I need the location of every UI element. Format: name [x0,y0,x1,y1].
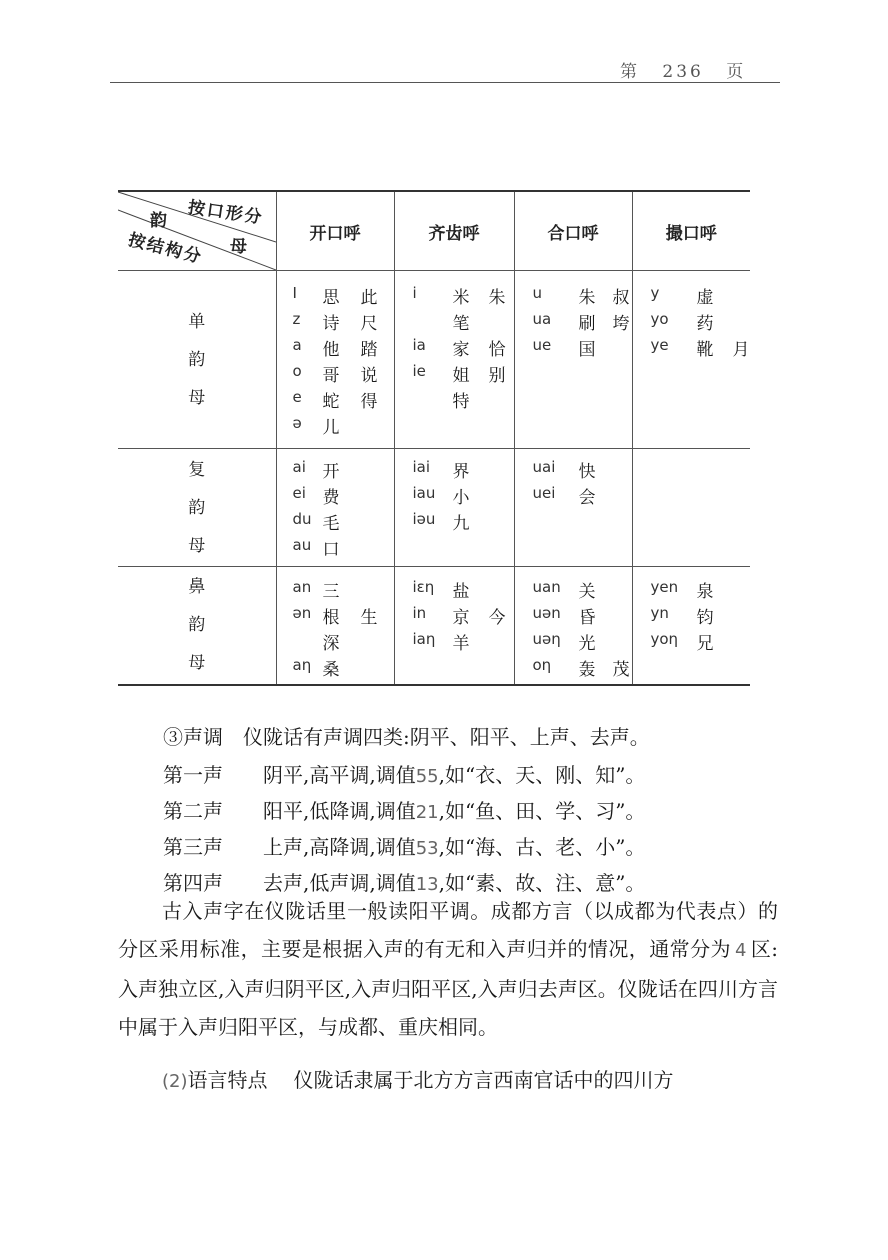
phonetic: du [292,510,312,528]
example-char: 界 [452,462,470,482]
example-char: 九 [452,514,470,534]
tone-desc: 阳平,低降调,调值 [263,799,416,823]
page-number-value: 236 [662,62,704,82]
phonetic: uei [532,484,556,502]
table-row-bi [118,567,750,685]
tone-examples: ,如“鱼、田、学、习”。 [438,799,646,823]
tone-value: 53 [415,838,439,859]
phonetic: yn [650,604,669,622]
column-header-kaikou: 开口呼 [276,191,394,271]
example-char: 此 [360,288,378,308]
column-header-qichi: 齐齿呼 [394,191,514,271]
example-char: 费 [322,488,340,508]
phonetic: yoη [650,630,679,648]
phonetic: uan [532,578,561,596]
example-char: 刷 [578,314,596,334]
example-char: 茂 [612,660,630,680]
cell [514,567,632,685]
example-char: 得 [360,392,378,412]
phonetic: y [650,284,660,302]
example-char: 会 [578,488,596,508]
phonetic: yen [650,578,679,596]
example-char: 蛇 [322,392,340,412]
row-header-bi: 鼻 韵 母 [118,567,276,685]
table-row-dan [118,271,750,449]
example-char: 兄 [696,634,714,654]
tone-desc: 上声,高降调,调值 [263,835,416,859]
example-char: 特 [452,392,470,412]
tone-name: 第一声 [163,763,223,787]
example-char: 靴 [696,340,714,360]
example-char: 月 [732,340,750,360]
phonetic: i [412,284,417,302]
phonetic: oη [532,656,552,674]
example-char: 恰 [488,340,506,360]
example-char: 诗 [322,314,340,334]
phonetic: ue [532,336,552,354]
corner-top: 按口形分 [186,197,265,229]
example-char: 昏 [578,608,596,628]
phonetic: ai [292,458,306,476]
phonetic: ie [412,362,426,380]
section-title: 语言特点 [187,1068,268,1092]
table-corner [118,191,276,271]
example-char: 口 [322,540,340,560]
phonetic: an [292,578,312,596]
example-char: 药 [696,314,714,334]
phonetic: uai [532,458,556,476]
example-char: 垮 [612,314,630,334]
tone-line [163,760,645,792]
cell [632,271,750,449]
phonetic: ə [292,414,302,432]
phonetic: o [292,362,302,380]
corner-mid-right: 母 [230,237,247,257]
tone-examples: ,如“素、故、注、意”。 [438,871,646,895]
tone-examples: ,如“衣、天、刚、知”。 [438,763,646,787]
example-char: 踏 [360,340,378,360]
example-char: 姐 [452,366,470,386]
row-header-dan: 单 韵 母 [118,271,276,449]
example-char: 思 [322,288,340,308]
cell [514,271,632,449]
example-char: 朱 [488,288,506,308]
section-number: (2) [162,1071,188,1092]
section-text: 仪陇话隶属于北方方言西南官话中的四川方 [293,1068,674,1092]
example-char: 叔 [612,288,630,308]
example-char: 羊 [452,634,470,654]
header-rule [110,82,780,83]
example-char: 小 [452,488,470,508]
cell [514,449,632,567]
phonetic: uəη [532,630,561,648]
cell [394,271,514,449]
phonetic: uən [532,604,561,622]
phonetic: iəu [412,510,436,528]
example-char: 毛 [322,514,340,534]
tone-line [163,832,645,864]
example-char: 盐 [452,582,470,602]
phonetic: ən [292,604,312,622]
page-number [620,57,746,82]
tone-name: 第四声 [163,871,223,895]
example-char: 米 [452,288,470,308]
tone-name: 第三声 [163,835,223,859]
column-header-hekou: 合口呼 [514,191,632,271]
example-char: 家 [452,340,470,360]
example-char: 哥 [322,366,340,386]
phonetic: ei [292,484,306,502]
row-header-fu: 复 韵 母 [118,449,276,567]
example-char: 他 [322,340,340,360]
zone-count: 4 [734,940,747,961]
cell [276,271,394,449]
example-char: 今 [488,608,506,628]
cell [632,567,750,685]
example-char: 说 [360,366,378,386]
tone-desc: 阴平,高平调,调值 [263,763,416,787]
example-char: 光 [578,634,596,654]
tone-value: 21 [415,802,439,823]
phonetic: iai [412,458,431,476]
example-char: 尺 [360,314,378,334]
example-char: 开 [322,462,340,482]
phonetic: in [412,604,427,622]
corner-mid-left: 韵 [150,211,167,231]
tone-examples: ,如“海、古、老、小”。 [438,835,646,859]
phonetic: iεη [412,578,435,596]
phonetic: I [292,284,297,302]
cell [276,567,394,685]
phonetic: ye [650,336,669,354]
cell [394,449,514,567]
example-char: 深 [322,634,340,654]
example-char: 泉 [696,582,714,602]
example-char: 朱 [578,288,596,308]
column-header-cuokou: 撮口呼 [632,191,750,271]
tones-intro: ③声调 仪陇话有声调四类:阴平、阳平、上声、去声。 [163,725,650,749]
cell [394,567,514,685]
phonetic: iau [412,484,436,502]
tone-value: 13 [415,874,439,895]
phonetic: z [292,310,301,328]
page-header [0,0,888,90]
vowel-table [118,190,750,686]
example-char: 别 [488,366,506,386]
paragraph-features [118,1064,778,1098]
example-char: 根 [322,608,340,628]
example-char: 钧 [696,608,714,628]
table-row-fu [118,449,750,567]
cell [632,449,750,567]
tone-desc: 去声,低声调,调值 [263,871,416,895]
example-char: 关 [578,582,596,602]
example-char: 国 [578,340,596,360]
example-char: 轰 [578,660,596,680]
example-char: 三 [322,582,340,602]
example-char: 笔 [452,314,470,334]
example-char: 儿 [322,418,340,438]
example-char: 虚 [696,288,714,308]
phonetic: aη [292,656,312,674]
phonetic: e [292,388,302,406]
phonetic: u [532,284,543,302]
phonetic: a [292,336,302,354]
phonetic: ia [412,336,426,354]
example-char: 桑 [322,660,340,680]
phonetic: au [292,536,312,554]
example-char: 生 [360,608,378,628]
tone-line [163,796,645,828]
paragraph-rusheng: 古入声字在仪陇话里一般读阳平调。成都方言（以成都为代表点）的分区采用标准，主要是根据入声的有无和入声归并的情况，通常分为 4 区:入声独立区,入声归阴平区,入声归阳平区,入声归去声区。仪陇话在四川方言中属于入声归阳平区，与成都、重庆相同。 [118,899,778,1039]
tone-name: 第二声 [163,799,223,823]
phonetic: iaη [412,630,436,648]
example-char: 京 [452,608,470,628]
tone-value: 55 [415,766,439,787]
page-prefix: 第 [620,62,640,82]
page-suffix: 页 [726,62,747,82]
corner-bottom: 按结构分 [126,230,205,268]
example-char: 快 [578,462,596,482]
phonetic: yo [650,310,669,328]
phonetic: ua [532,310,552,328]
cell [276,449,394,567]
